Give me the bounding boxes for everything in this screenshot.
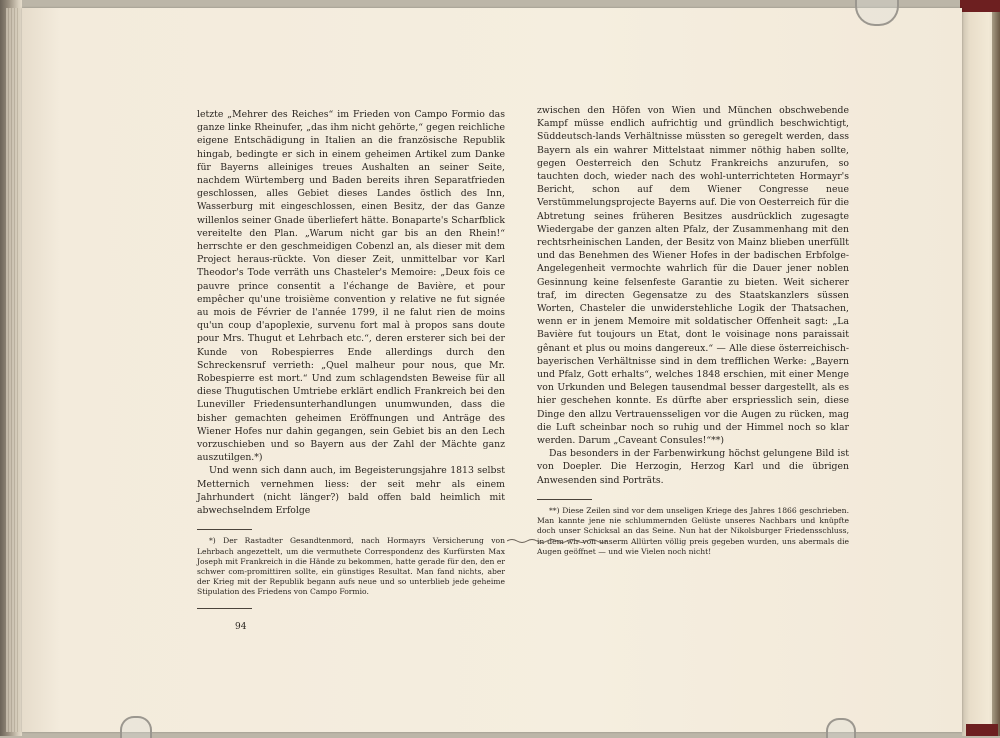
right-paragraph-1: zwischen den Höfen von Wien und München obschwebende Kampf müsse endlich aufrichtig und gründlich beschwichtigt, Süddeutsch-lands Verhältnisse müssten so geregelt werden, dass Bayern als ein wahrer Mittelstaat nimmer nöthig haben sollte, gegen Oesterreich den Schutz Frankreichs anzurufen, so tauchten doch, wieder nach des wohl-unterrichteten Hormayr's Bericht, schon auf dem Wiener Congresse neue Verstümmelungsprojecte Bayerns auf. Die von Oesterreich für die Abtretung seines früheren Besitzes ausdrücklich zugesagte Wiedergabe der ganzen alten Pfalz, der Zusammenhang mit den rechtsrheinischen Landen, der Besitz von Mainz blieben unerfüllt und das Benehmen des Wiener Hofes in der badischen Erbfolge-Angelegenheit vermochte wahrlich für die Dauer jener noblen Gesinnung keine felsenfeste Garantie zu bieten. Weit sicherer traf, im directen Gegensatze zu des Staatskanzlers süssen Worten, Chasteler die unwiderstehliche Logik der Thatsachen, wenn er in jenem Memoire mit soldatischer Offenheit sagt: „La Bavière fut toujours un Etat, dont le voisinage nons paraissait gênant et plus ou moins dangereux.“ — Alle diese österreichisch-bayerischen Verhältnisse sind in dem trefflichen Werke: „Bayern und Pfalz, Gott erhalts“, welches 1848 erschien, mit einer Menge von Urkunden und Belegen tausendmal besser dargestellt, als es hier geschehen konnte. Es dürfte aber erspriesslich sein, diese Dinge den allzu Vertrauensseligen vor die Augen zu rücken, mag die Luft scheinbar noch so ruhig und der Himmel noch so klar werden. Darum „Caveant Consules!“**) [537, 105, 849, 447]
right-footnote: **) Diese Zeilen sind vor dem unseligen Kriege des Jahres 1866 geschrieben. Man kannte jene nie schlummernden Gelüste unseres Nachbars und knüpfte doch unser Schicksal an das Seine. Nun hat der Nikolsburger Friedensschluss, in dem wir von unserm Allürten völlig preis gegeben wurden, uns abermals die Augen geöffnet — und wie Vielen noch nicht! [537, 505, 849, 556]
page-number-rule [197, 608, 252, 609]
left-paragraph-1: letzte „Mehrer des Reiches“ im Frieden von Campo Formio das ganze linke Rheinufer, „das ihm nicht gehörte,“ gegen reichliche eigene Entschädigung in Italien an die französische Republik hingab, bedingte er sich in einem geheimen Artikel zum Danke für Bayerns alleiniges treues Aushalten an seiner Seite, nachdem Würtemberg und Baden bereits ihren Separatfrieden geschlossen, alles Gebiet dieses Landes östlich des Inn, Wasserburg mit eingeschlossen, einen Besitz, der das Ganze willenlos seiner Gnade überliefert hätte. Bonaparte's Scharfblick vereitelte den Plan. „Warum nicht gar bis an den Rhein!“ herrschte er den geschmeidigen Cobenzl an, als dieser mit dem Project heraus-rückte. Von dieser Zeit, unmittelbar vor Karl Theodor's Tode verräth uns Chasteler's Memoire: „Deux fois ce pauvre prince consentit a l'échange de Bavière, et pour empêcher qu'une troisième convention y relative ne fut signée au mois de Février de l'année 1799, il ne falut rien de moins qu'un coup d'apoplexie, survenu fort mal à propos sans doute pour Mrs. Thugut et Lehrbach etc.“, deren ersterer sich bei der Kunde von Robespierres Ende allerdings durch den Schreckensruf verrieth: „Quel malheur pour nous, que Mr. Robespierre est mort.“ Und zum schlagendsten Beweise für all diese Thugutischen Umtriebe erklärt endlich Frankreich bei den Luneviller Friedensunterhandlungen unumwunden, dass die bisher gemachten geheimen Eröffnungen und Anträge des Wiener Hofes nur dahin gegangen, sein Gebiet bis an den Lech vorzuschieben und so Bayern aus der Zahl der Mächte ganz auszutilgen.*) [197, 109, 505, 464]
right-paragraph-2: Das besonders in der Farbenwirkung höchst gelungene Bild ist von Doepler. Die Herzogin, Herzog Karl und die übrigen Anwesenden sind Porträts. [537, 448, 849, 486]
ornamental-wave-divider [507, 538, 607, 544]
page-clip-bottom-right [826, 718, 856, 738]
left-column [197, 108, 505, 598]
page-stack-edge [6, 8, 20, 732]
footnote-rule [197, 529, 252, 530]
left-footnote: *) Der Rastadter Gesandtenmord, nach Hormayrs Versicherung von Lehrbach angezettelt, um die vermuthete Correspondenz des Kurfürsten Max Joseph mit Frankreich in die Hände zu bekommen, hatte gerade für den, den er schwer com-promittiren sollte, ein günstiges Resultat. Man fand nichts, aber der Krieg mit der Republik begann aufs neue und so unterblieb jede geheime Stipulation des Friedens von Campo Formio. [197, 536, 505, 597]
book-page [22, 8, 962, 732]
footnote-rule [537, 499, 592, 500]
page-clip-bottom-left [120, 716, 152, 738]
bookmark-ribbon-bottom [966, 724, 998, 736]
page-number: 94 [235, 622, 247, 632]
right-column [537, 104, 849, 557]
book-cover-edge [992, 0, 1000, 736]
left-paragraph-2: Und wenn sich dann auch, im Begeisterungsjahre 1813 selbst Metternich vernehmen liess: der seit mehr als einem Jahrhundert (nicht länger?) bald offen bald heimlich mit abwechselndem Erfolge [197, 465, 505, 517]
bookmark-ribbon-top [960, 0, 1000, 12]
